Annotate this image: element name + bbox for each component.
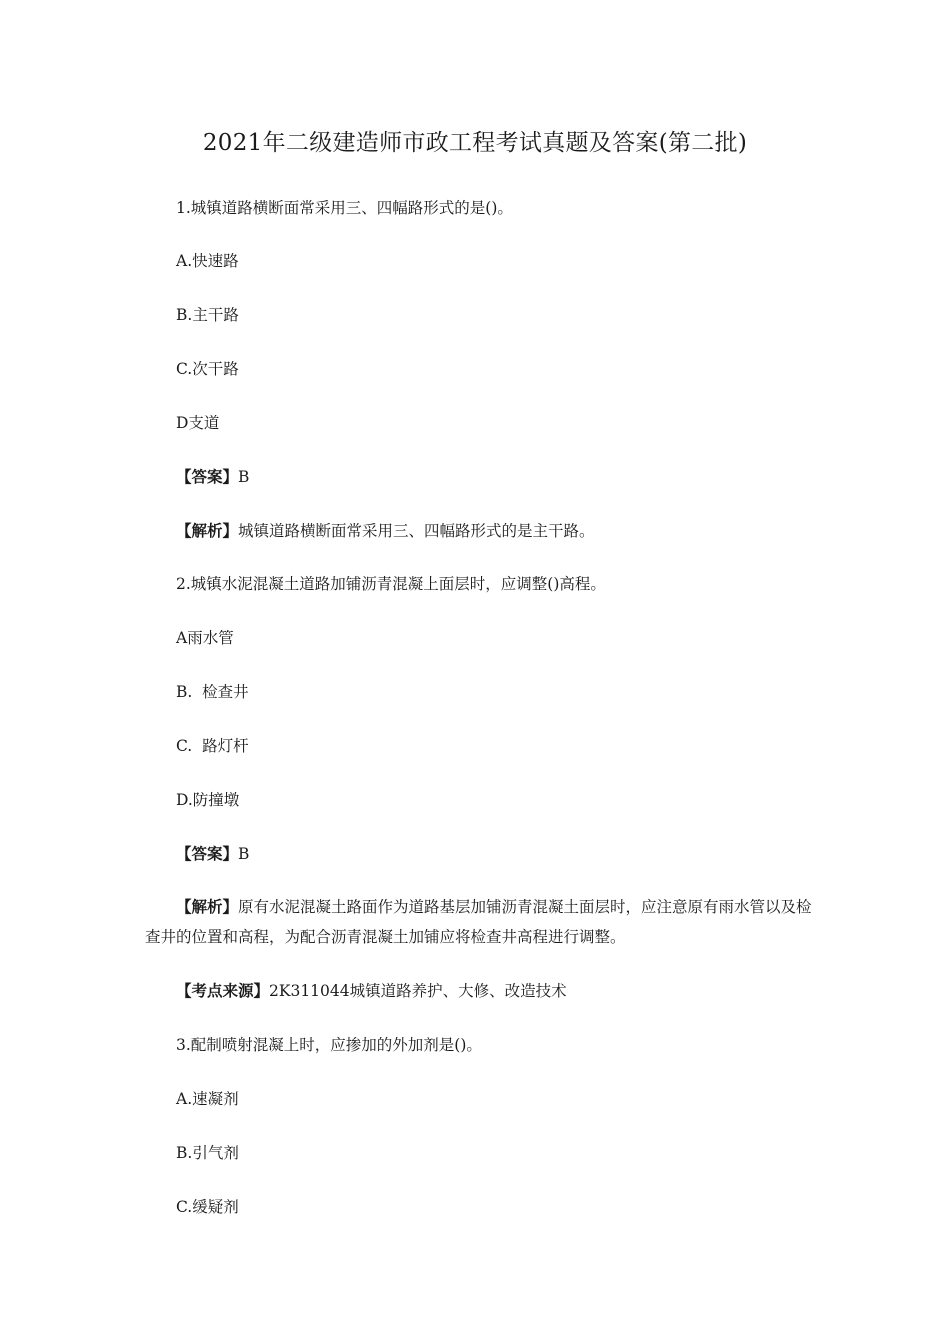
question-2: 2.城镇水泥混凝土道路加铺沥青混凝上面层时，应调整()高程。 [176, 575, 606, 593]
q1-option-b: B.主干路 [176, 306, 239, 324]
q1-analysis-tag: 【解析】 [176, 521, 239, 540]
q2-answer-value: B [238, 845, 250, 863]
q1-answer [176, 465, 249, 489]
q2-source [176, 979, 567, 1003]
q1-analysis-text: 城镇道路横断面常采用三、四幅路形式的是主干路。 [238, 522, 595, 540]
q3-option-a: A.速凝剂 [176, 1090, 239, 1108]
q2-analysis-text: 原有水泥混凝土路面作为道路基层加铺沥青混凝土面层时，应注意原有雨水管以及检查井的位置和高程，为配合沥青混凝土加铺应将检查井高程进行调整。 [145, 898, 812, 946]
q2-analysis [145, 892, 813, 952]
q2-source-text: 2K311044城镇道路养护、大修、改造技术 [269, 982, 567, 1000]
q2-option-a: A雨水管 [176, 629, 234, 647]
q2-option-c: C. 路灯杆 [176, 737, 249, 755]
question-1: 1.城镇道路横断面常采用三、四幅路形式的是()。 [176, 199, 513, 217]
q1-option-d: D支道 [176, 414, 220, 432]
q1-option-c: C.次干路 [176, 360, 239, 378]
document-title: 2021年二级建造师市政工程考试真题及答案(第二批) [202, 130, 748, 156]
q2-source-tag: 【考点来源】 [176, 981, 270, 1000]
q1-answer-value: B [238, 468, 250, 486]
q2-option-d: D.防撞墩 [176, 791, 240, 809]
q3-option-c: C.缓疑剂 [176, 1198, 239, 1216]
q3-option-b: B.引气剂 [176, 1144, 239, 1162]
q1-analysis [176, 519, 595, 543]
q2-answer [176, 842, 249, 866]
q2-option-b: B. 检查井 [176, 683, 249, 701]
q2-answer-tag: 【答案】 [176, 844, 239, 863]
question-3: 3.配制喷射混凝上时，应掺加的外加剂是()。 [176, 1036, 482, 1054]
q1-answer-tag: 【答案】 [176, 467, 239, 486]
q2-analysis-tag: 【解析】 [176, 897, 239, 916]
q1-option-a: A.快速路 [176, 252, 239, 270]
